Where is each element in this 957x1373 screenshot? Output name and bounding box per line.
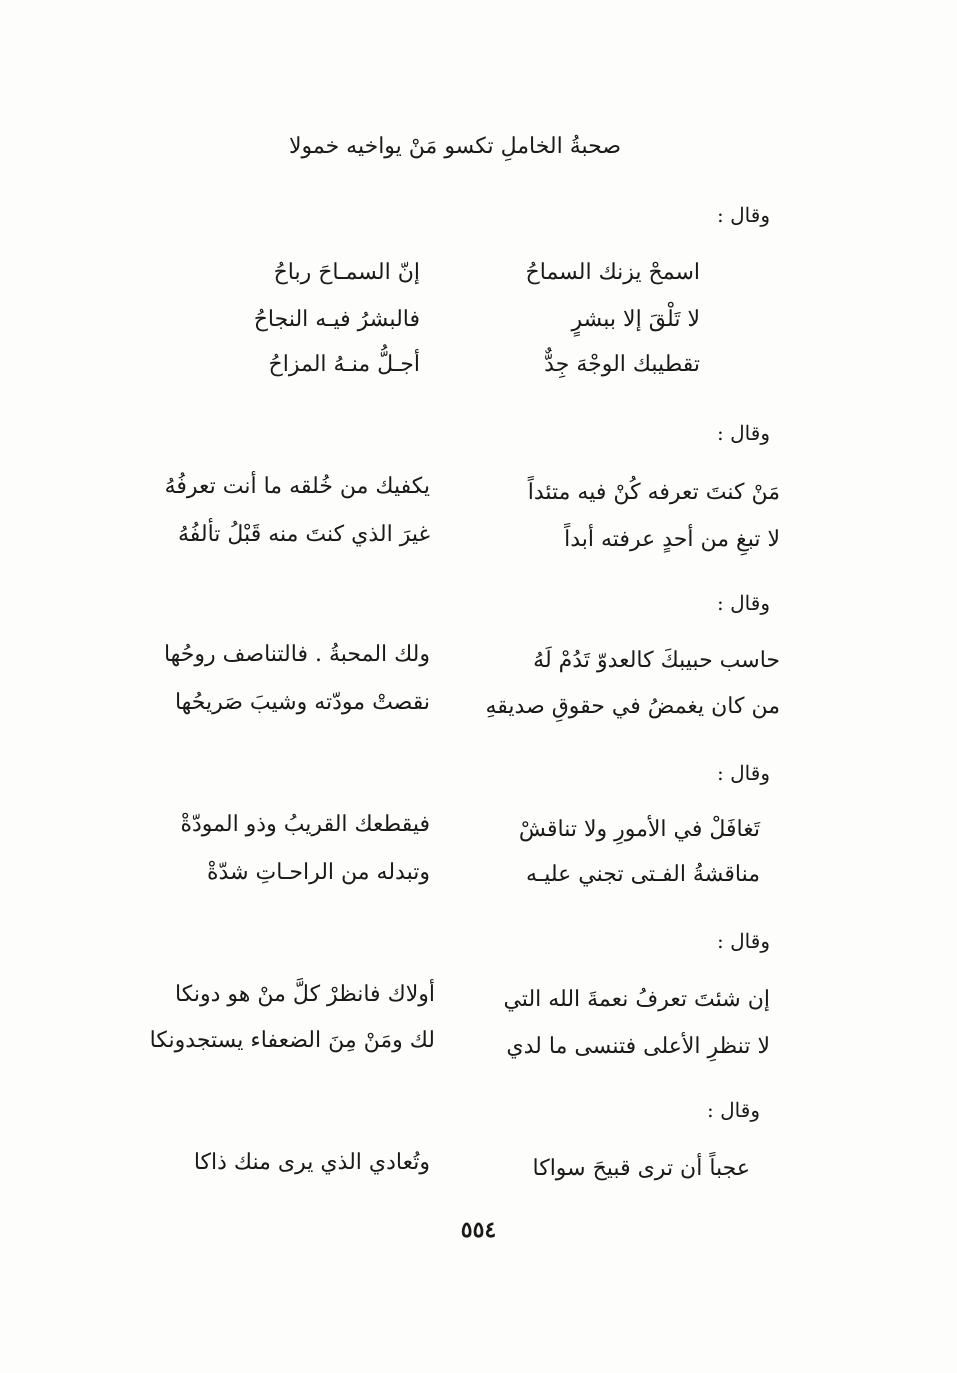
verse-hemistich-left: نقصتْ مودّته وشيبَ صَريحُها [174,690,430,715]
verse-hemistich-right: لا تَلْقَ إلا ببشرٍ [571,307,700,332]
verse-hemistich-left: أجـلُّ منـهُ المزاحُ [268,352,420,377]
verse-hemistich-right: إن شئتَ تعرفُ نعمةَ الله التي [503,987,770,1012]
verse-hemistich-right: لا تبغِ من أحدٍ عرفته أبداً [564,527,780,552]
verse-hemistich-right: اسمحْ يزنك السماحُ [525,260,700,285]
verse-hemistich-right: من كان يغمضُ في حقوقِ صديقهِ [485,694,780,719]
section-label: وقال : [717,203,770,227]
verse-hemistich-left: ولك المحبةُ . فالتناصف روحُها [163,642,430,667]
verse-line: صحبةُ الخاملِ تكسو مَنْ يواخيه خمولا [288,134,622,159]
section-label: وقال : [717,421,770,445]
section-label: وقال : [717,591,770,615]
verse-hemistich-right: عجباً أن ترى قبيحَ سواكا [532,1156,750,1181]
verse-hemistich-left: فالبشرُ فيـه النجاحُ [253,307,420,332]
verse-hemistich-right: حاسب حبيبكَ كالعدوّ تَدُمْ لَهُ [533,648,780,673]
verse-hemistich-right: تقطيبك الوجْهَ جِدٌّ [544,352,700,377]
section-label: وقال : [707,1098,760,1122]
page-number: ٥٥٤ [460,1217,497,1243]
verse-hemistich-left: غيرَ الذي كنتَ منه قَبْلُ تألفُهُ [177,522,430,547]
verse-hemistich-left: يكفيك من خُلقه ما أنت تعرفُهُ [164,474,430,499]
verse-hemistich-left: فيقطعك القريبُ وذو المودّةْ [180,812,430,837]
verse-hemistich-right: مَنْ كنتَ تعرفه كُنْ فيه متئداً [527,480,780,505]
verse-hemistich-left: أولاك فانظرْ كلَّ منْ هو دونكا [175,982,435,1007]
verse-hemistich-right: مناقشةُ الفـتى تجني عليـه [526,862,760,887]
verse-hemistich-right: لا تنظرِ الأعلى فتنسى ما لدي [506,1034,770,1059]
verse-hemistich-left: وتُعادي الذي يرى منك ذاكا [193,1150,430,1175]
verse-hemistich-left: لك ومَنْ مِنَ الضعفاء يستجدونكا [149,1028,435,1053]
verse-hemistich-right: تَغافَلْ في الأمورِ ولا تناقشْ [518,817,760,842]
verse-hemistich-left: وتبدله من الراحـاتِ شدّةْ [207,860,430,885]
section-label: وقال : [717,761,770,785]
section-label: وقال : [717,929,770,953]
verse-hemistich-left: إنّ السمـاحَ رباحُ [273,260,420,285]
